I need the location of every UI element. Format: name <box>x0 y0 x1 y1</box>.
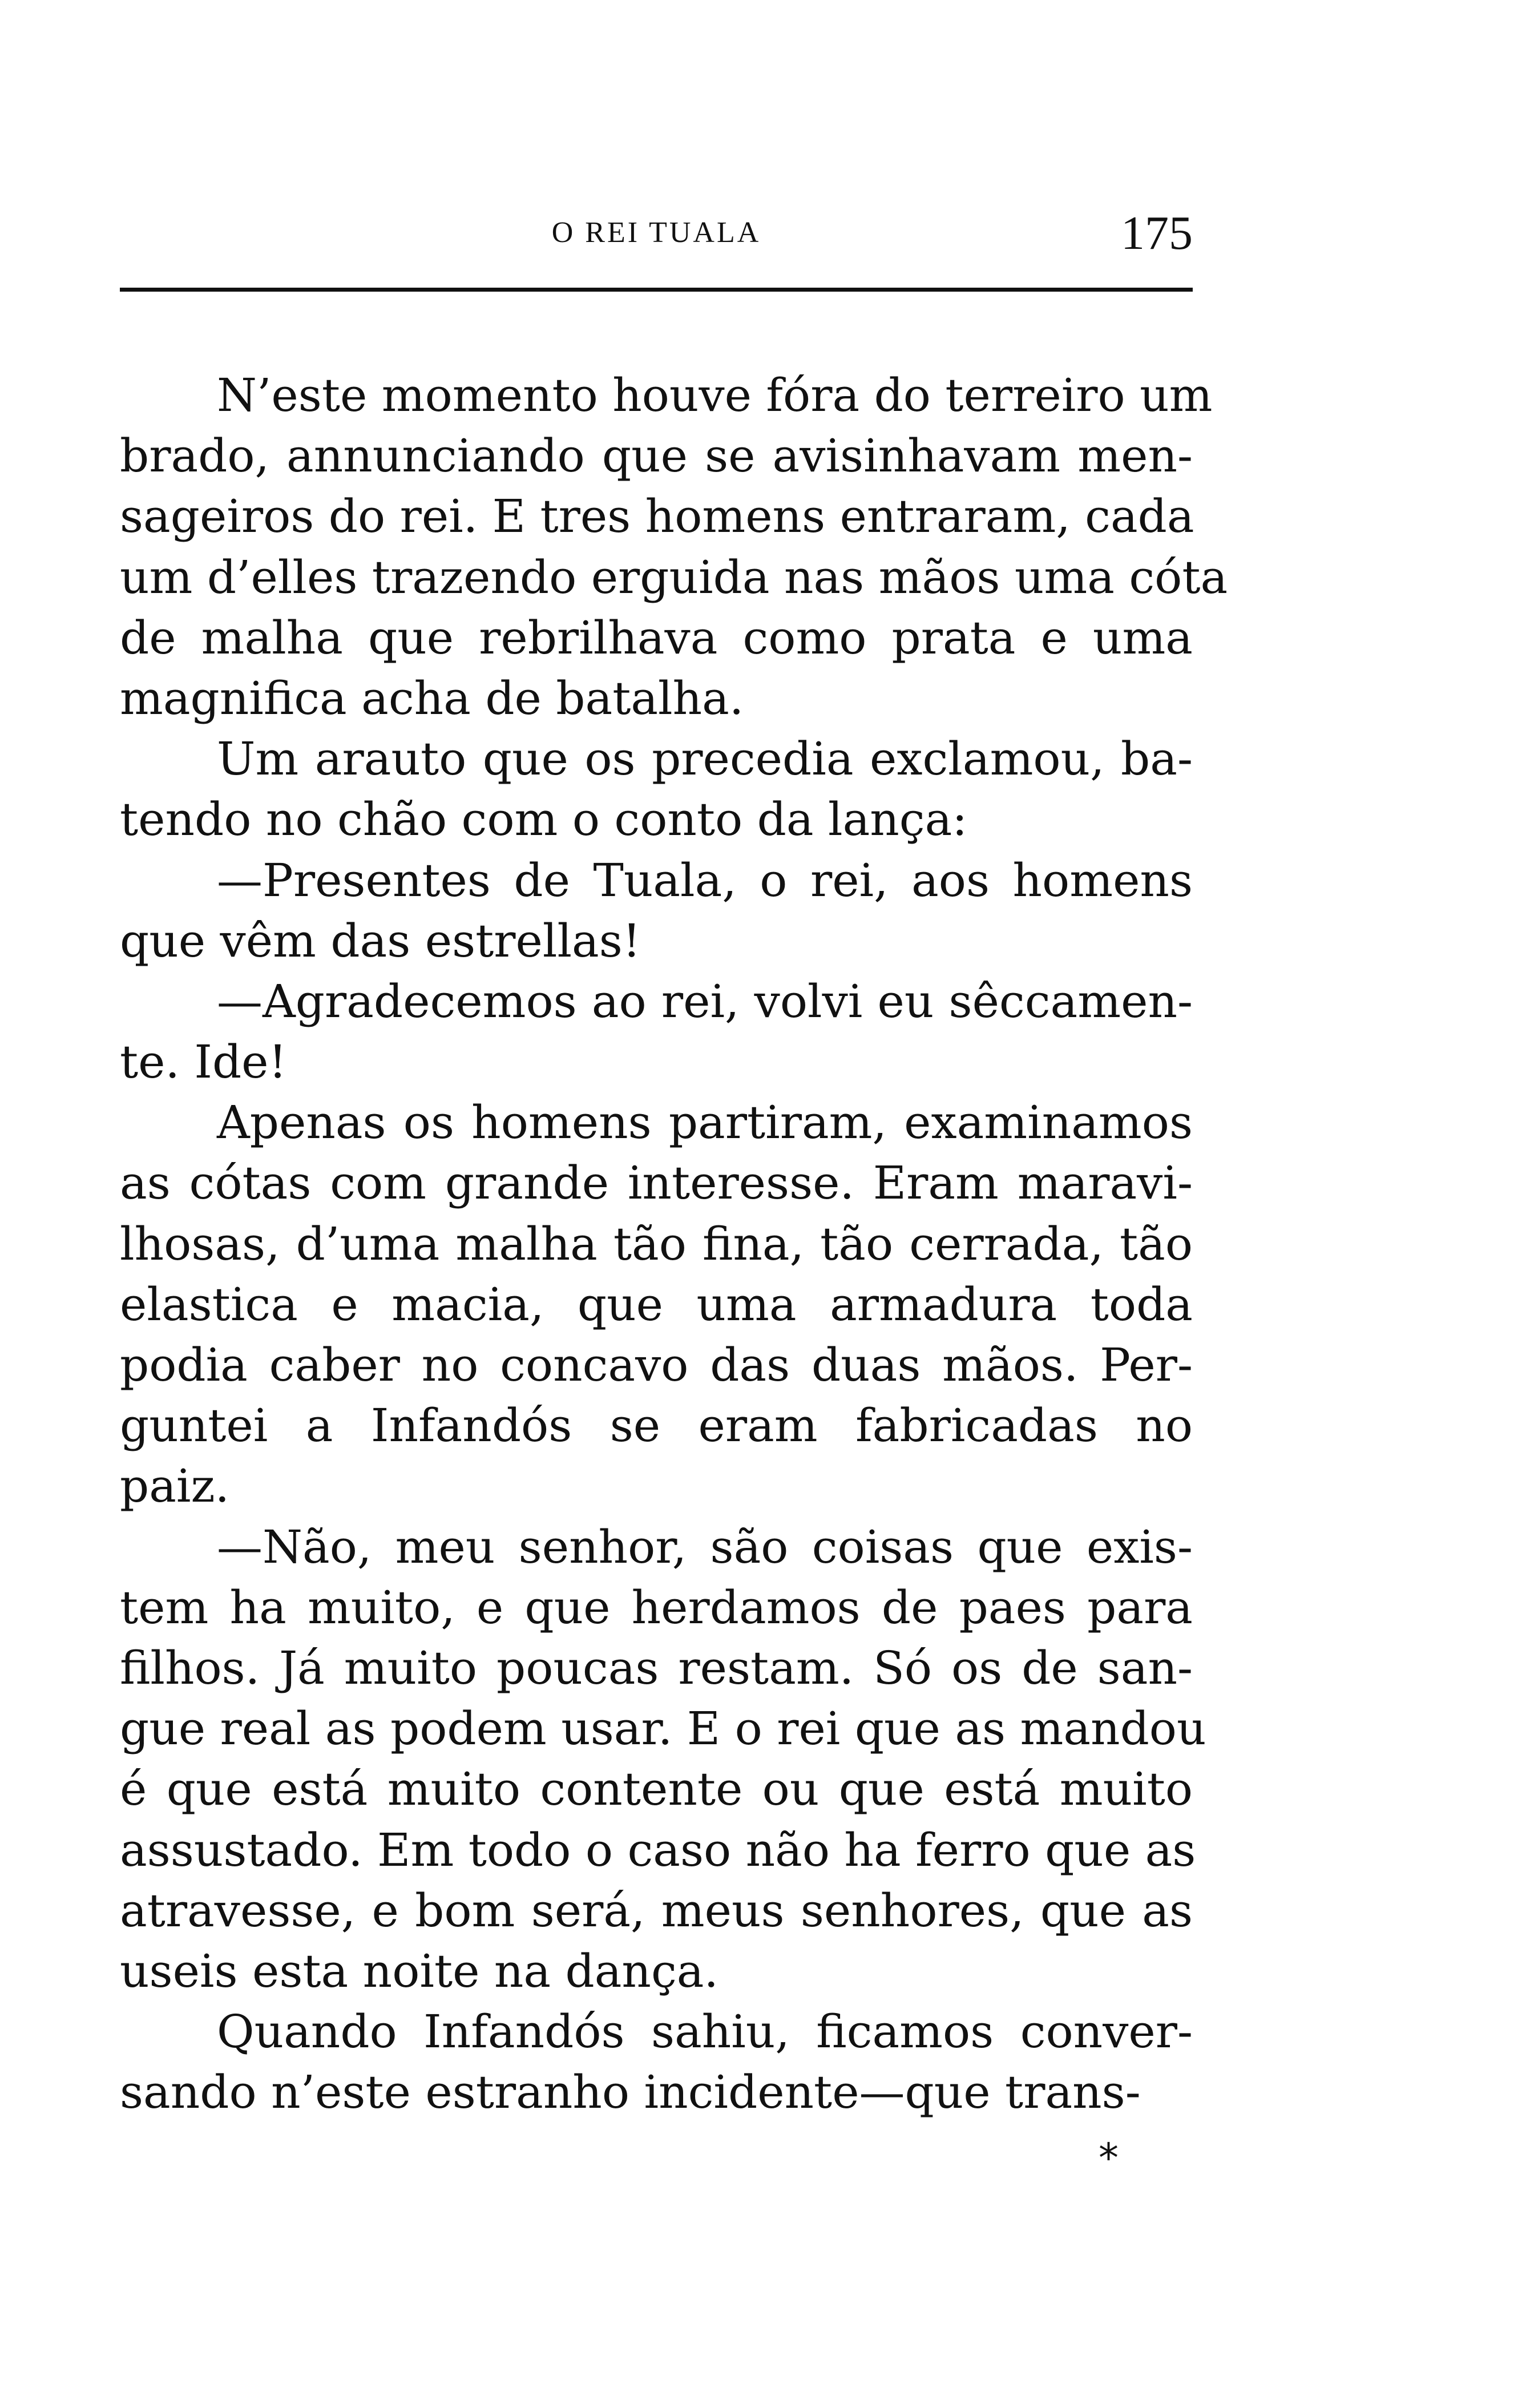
text-line: assustado. Em todo o caso não ha ferro que as <box>120 1823 1196 1877</box>
text-line: brado, annunciando que se avisinhavam men- <box>120 429 1193 483</box>
text-line: sando n’este estranho incidente—que trans- <box>120 2066 1141 2119</box>
text-line: tendo no chão com o conto da lança: <box>120 793 968 846</box>
text-line: guntei a Infandós se eram fabricadas no <box>120 1399 1193 1453</box>
text-line: Um arauto que os precedia exclamou, ba- <box>217 732 1193 786</box>
text-line: magnifica acha de batalha. <box>120 671 744 725</box>
text-line: Apenas os homens partiram, examinamos <box>217 1096 1193 1149</box>
text-line: é que está muito contente ou que está muito <box>120 1762 1193 1816</box>
text-line: podia caber no concavo das duas mãos. Per- <box>120 1338 1193 1391</box>
text-line: de malha que rebrilhava como prata e uma <box>120 611 1193 664</box>
text-line: Quando Infandós sahiu, ficamos conver- <box>217 2005 1193 2059</box>
text-line: tem ha muito, e que herdamos de paes para <box>120 1580 1193 1634</box>
page-number: 175 <box>1121 207 1193 260</box>
paragraph <box>120 971 1193 1092</box>
header-rule <box>120 288 1193 292</box>
text-line: lhosas, d’uma malha tão fina, tão cerrada, tão <box>120 1217 1193 1270</box>
running-title: O REI TUALA <box>551 216 761 249</box>
paragraph <box>120 729 1193 850</box>
text-line: te. Ide! <box>120 1035 287 1089</box>
paragraph <box>120 1092 1193 1516</box>
text-line: sageiros do rei. E tres homens entraram, cada <box>120 490 1194 543</box>
text-line: atravesse, e bom será, meus senhores, que as <box>120 1883 1193 1937</box>
paragraph <box>120 850 1193 971</box>
text-line: filhos. Já muito poucas restam. Só os de san- <box>120 1641 1193 1695</box>
text-line: —Agradecemos ao rei, volvi eu sêccamen- <box>217 974 1193 1028</box>
text-line: que vêm das estrellas! <box>120 914 641 967</box>
paragraph <box>120 1517 1206 2002</box>
text-line: —Não, meu senhor, são coisas que exis- <box>217 1520 1193 1574</box>
signature-mark: * <box>1099 2135 1119 2181</box>
text-line: N’este momento houve fóra do terreiro um <box>217 369 1213 422</box>
text-line: as cótas com grande interesse. Eram maravi- <box>120 1156 1193 1210</box>
text-line: gue real as podem usar. E o rei que as mandou <box>120 1702 1206 1756</box>
paragraph <box>120 365 1228 729</box>
text-line: —Presentes de Tuala, o rei, aos homens <box>217 853 1193 907</box>
body-text <box>120 365 1228 2123</box>
text-line: um d’elles trazendo erguida nas mãos uma cóta <box>120 550 1228 604</box>
text-line: useis esta noite na dança. <box>120 1944 718 1998</box>
text-line: paiz. <box>120 1459 230 1513</box>
paragraph <box>120 2002 1193 2123</box>
running-head <box>120 205 1193 263</box>
text-line: elastica e macia, que uma armadura toda <box>120 1277 1193 1331</box>
